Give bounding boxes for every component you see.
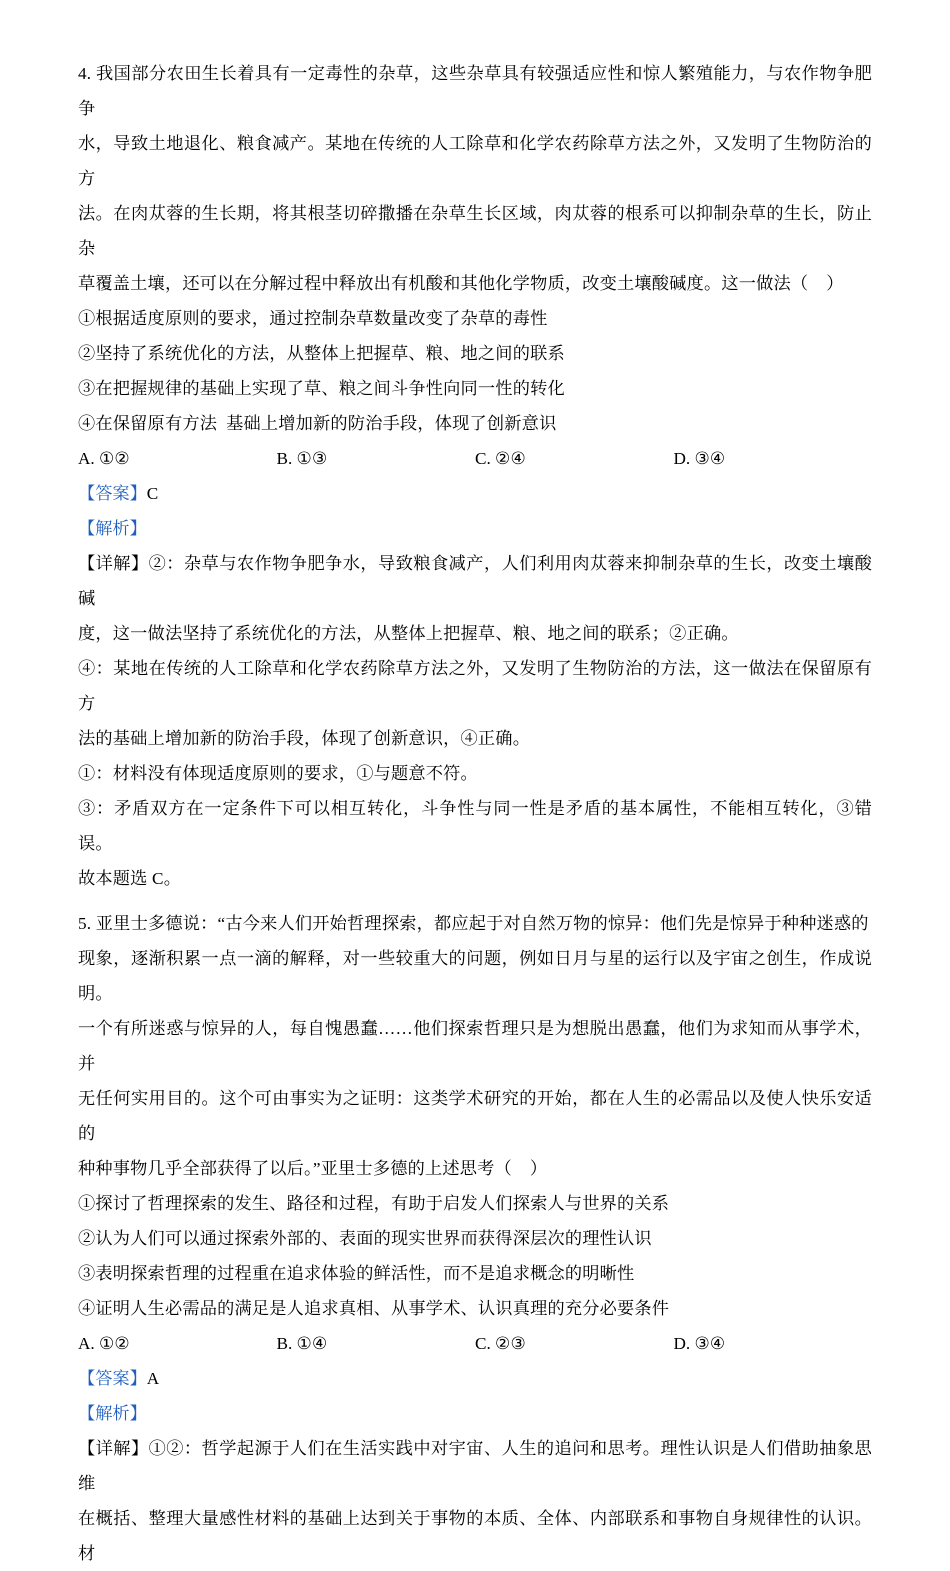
option-c[interactable]: C. ②④ xyxy=(475,449,526,468)
option-b[interactable]: B. ①③ xyxy=(276,449,328,468)
options-row xyxy=(78,1326,872,1361)
answer-line xyxy=(78,1361,872,1396)
options-row xyxy=(78,441,872,476)
option-c[interactable]: C. ②③ xyxy=(475,1334,526,1353)
question-statement: ③表明探索哲理的过程重在追求体验的鲜活性，而不是追求概念的明晰性 xyxy=(78,1264,635,1283)
question-stem-line: 5. 亚里士多德说：“古今来人们开始哲理探索，都应起于对自然万物的惊异：他们先是惊异于种种迷惑的 xyxy=(78,914,869,933)
detail-line: 在概括、整理大量感性材料的基础上达到关于事物的本质、全体、内部联系和事物自身规律性的认识。材 xyxy=(78,1509,872,1563)
option-b[interactable]: B. ①④ xyxy=(276,1334,328,1353)
question-block-4 xyxy=(78,56,872,896)
analysis-label: 【解析】 xyxy=(78,519,147,538)
question-statement: ④证明人生必需品的满足是人追求真相、从事学术、认识真理的充分必要条件 xyxy=(78,1299,670,1318)
analysis-label: 【解析】 xyxy=(78,1404,147,1423)
answer-value: C xyxy=(146,484,159,503)
answer-label: 【答案】 xyxy=(78,1369,147,1388)
answer-line xyxy=(78,476,872,511)
option-a[interactable]: A. ①② xyxy=(78,449,130,468)
detail-line: 【详解】②：杂草与农作物争肥争水，导致粮食减产，人们利用肉苁蓉来抑制杂草的生长，改变土壤酸碱 xyxy=(78,554,872,608)
question-statement: ②坚持了系统优化的方法，从整体上把握草、粮、地之间的联系 xyxy=(78,344,565,363)
question-stem-line: 现象，逐渐积累一点一滴的解释，对一些较重大的问题，例如日月与星的运行以及宇宙之创生，作成说明。 xyxy=(78,949,872,1003)
question-statement: ③在把握规律的基础上实现了草、粮之间斗争性向同一性的转化 xyxy=(78,379,565,398)
question-stem-line: 法。在肉苁蓉的生长期，将其根茎切碎撒播在杂草生长区域，肉苁蓉的根系可以抑制杂草的生长，防止杂 xyxy=(78,204,872,258)
answer-value: A xyxy=(146,1369,160,1388)
question-statement: ④在保留原有方法 基础上增加新的防治手段，体现了创新意识 xyxy=(78,414,557,433)
option-d[interactable]: D. ③④ xyxy=(673,1334,726,1353)
detail-line: 【详解】①②：哲学起源于人们在生活实践中对宇宙、人生的追问和思考。理性认识是人们借助抽象思维 xyxy=(78,1439,872,1493)
detail-line: ④：某地在传统的人工除草和化学农药除草方法之外，又发明了生物防治的方法，这一做法在保留原有方 xyxy=(78,659,872,713)
question-stem-line: 种种事物几乎全部获得了以后。”亚里士多德的上述思考（ ） xyxy=(78,1159,548,1178)
option-a[interactable]: A. ①② xyxy=(78,1334,130,1353)
question-statement: ②认为人们可以通过探索外部的、表面的现实世界而获得深层次的理性认识 xyxy=(78,1229,652,1248)
question-stem-line: 4. 我国部分农田生长着具有一定毒性的杂草，这些杂草具有较强适应性和惊人繁殖能力，与农作物争肥争 xyxy=(78,64,872,118)
detail-line: 故本题选 C。 xyxy=(78,869,182,888)
analysis-line xyxy=(78,511,872,546)
answer-label: 【答案】 xyxy=(78,484,147,503)
analysis-line xyxy=(78,1396,872,1431)
question-block-5 xyxy=(78,906,872,1571)
detail-line: ①：材料没有体现适度原则的要求，①与题意不符。 xyxy=(78,764,478,783)
detail-line: ③：矛盾双方在一定条件下可以相互转化，斗争性与同一性是矛盾的基本属性，不能相互转化，③错误。 xyxy=(78,799,872,853)
option-d[interactable]: D. ③④ xyxy=(673,449,726,468)
question-stem-line: 草覆盖土壤，还可以在分解过程中释放出有机酸和其他化学物质，改变土壤酸碱度。这一做法（ ） xyxy=(78,274,844,293)
question-statement: ①探讨了哲理探索的发生、路径和过程，有助于启发人们探索人与世界的关系 xyxy=(78,1194,670,1213)
question-stem-line: 无任何实用目的。这个可由事实为之证明：这类学术研究的开始，都在人生的必需品以及使人快乐安适的 xyxy=(78,1089,872,1143)
question-stem-line: 水，导致土地退化、粮食减产。某地在传统的人工除草和化学农药除草方法之外，又发明了生物防治的方 xyxy=(78,134,872,188)
question-statement: ①根据适度原则的要求，通过控制杂草数量改变了杂草的毒性 xyxy=(78,309,548,328)
question-stem-line: 一个有所迷惑与惊异的人，每自愧愚蠢……他们探索哲理只是为想脱出愚蠢，他们为求知而从事学术，并 xyxy=(78,1019,872,1073)
question-separator xyxy=(78,896,872,906)
detail-line: 法的基础上增加新的防治手段，体现了创新意识，④正确。 xyxy=(78,729,531,748)
detail-line: 度，这一做法坚持了系统优化的方法，从整体上把握草、粮、地之间的联系；②正确。 xyxy=(78,624,739,643)
